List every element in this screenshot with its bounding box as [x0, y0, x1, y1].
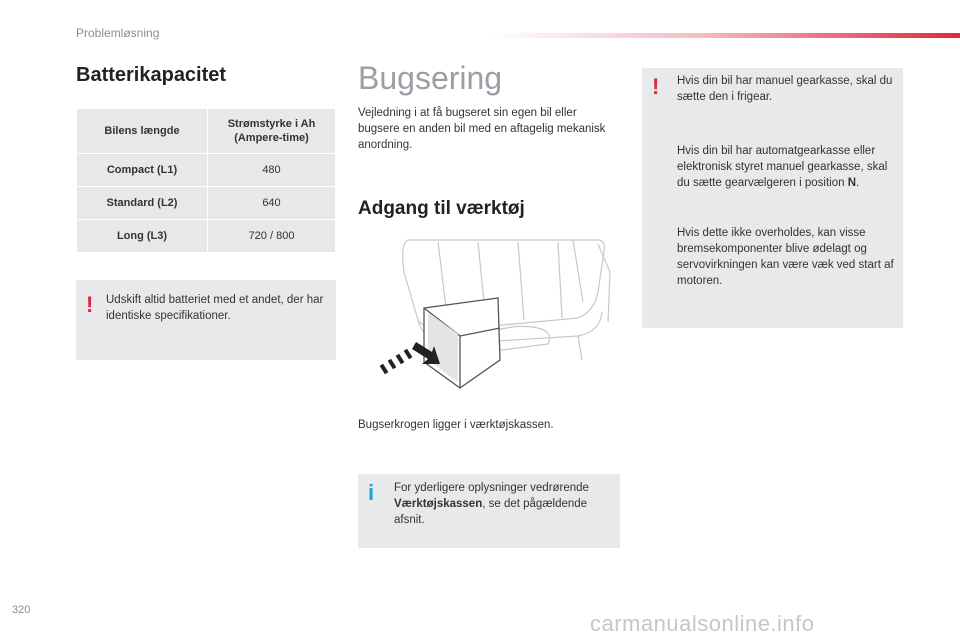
info-box — [358, 474, 620, 548]
table-row — [77, 220, 336, 253]
section-header: Problemløsning — [76, 26, 160, 40]
warning-text-neutral: Hvis din bil har manuel gearkasse, skal du sætte den i frigear. — [677, 75, 893, 103]
watermark: carmanualsonline.info — [590, 611, 815, 636]
warning-text-consequence: Hvis dette ikke overholdes, kan visse bremsekomponenter blive ødelagt og servovirkningen kan være væk ved start af motoren. — [677, 227, 894, 287]
warning-text-automatic: Hvis din bil har automatgearkasse eller elektronisk styret manuel gearkasse, skal du sætte gearvælgeren i position N. — [677, 145, 888, 189]
tool-access-title: Adgang til værktøj — [358, 198, 525, 219]
table-cell-label: Compact (L1) — [77, 154, 208, 187]
towing-warning-box — [642, 68, 903, 328]
table-row — [77, 154, 336, 187]
table-cell-value: 640 — [208, 187, 336, 220]
table-header-row — [77, 109, 336, 154]
battery-table — [76, 108, 336, 253]
battery-title: Batterikapacitet — [76, 64, 227, 86]
table-cell-label: Long (L3) — [77, 220, 208, 253]
towing-intro: Vejledning i at få bugseret sin egen bil eller bugsere en anden bil med en aftagelig mekanisk anordning. — [358, 107, 606, 151]
battery-warning-box — [76, 280, 336, 360]
warning-exclamation-icon: ! — [86, 292, 94, 317]
header-accent-line — [490, 33, 960, 38]
toolbox-illustration — [378, 232, 618, 392]
table-cell-value: 720 / 800 — [208, 220, 336, 253]
table-header-capacity: Strømstyrke i Ah (Ampere-time) — [208, 109, 336, 154]
image-caption: Bugserkrogen ligger i værktøjskassen. — [358, 419, 554, 431]
table-cell-label: Standard (L2) — [77, 187, 208, 220]
info-text: For yderligere oplysninger vedrørende Værktøjskassen, se det pågældende afsnit. — [394, 482, 589, 526]
warning-exclamation-icon: ! — [652, 74, 660, 99]
battery-warning-text: Udskift altid batteriet med et andet, der har identiske specifikationer. — [106, 294, 324, 322]
towing-title: Bugsering — [358, 60, 503, 96]
table-cell-value: 480 — [208, 154, 336, 187]
table-header-length: Bilens længde — [77, 109, 208, 154]
info-icon: i — [368, 480, 375, 505]
table-row — [77, 187, 336, 220]
page-number: 320 — [12, 604, 31, 616]
